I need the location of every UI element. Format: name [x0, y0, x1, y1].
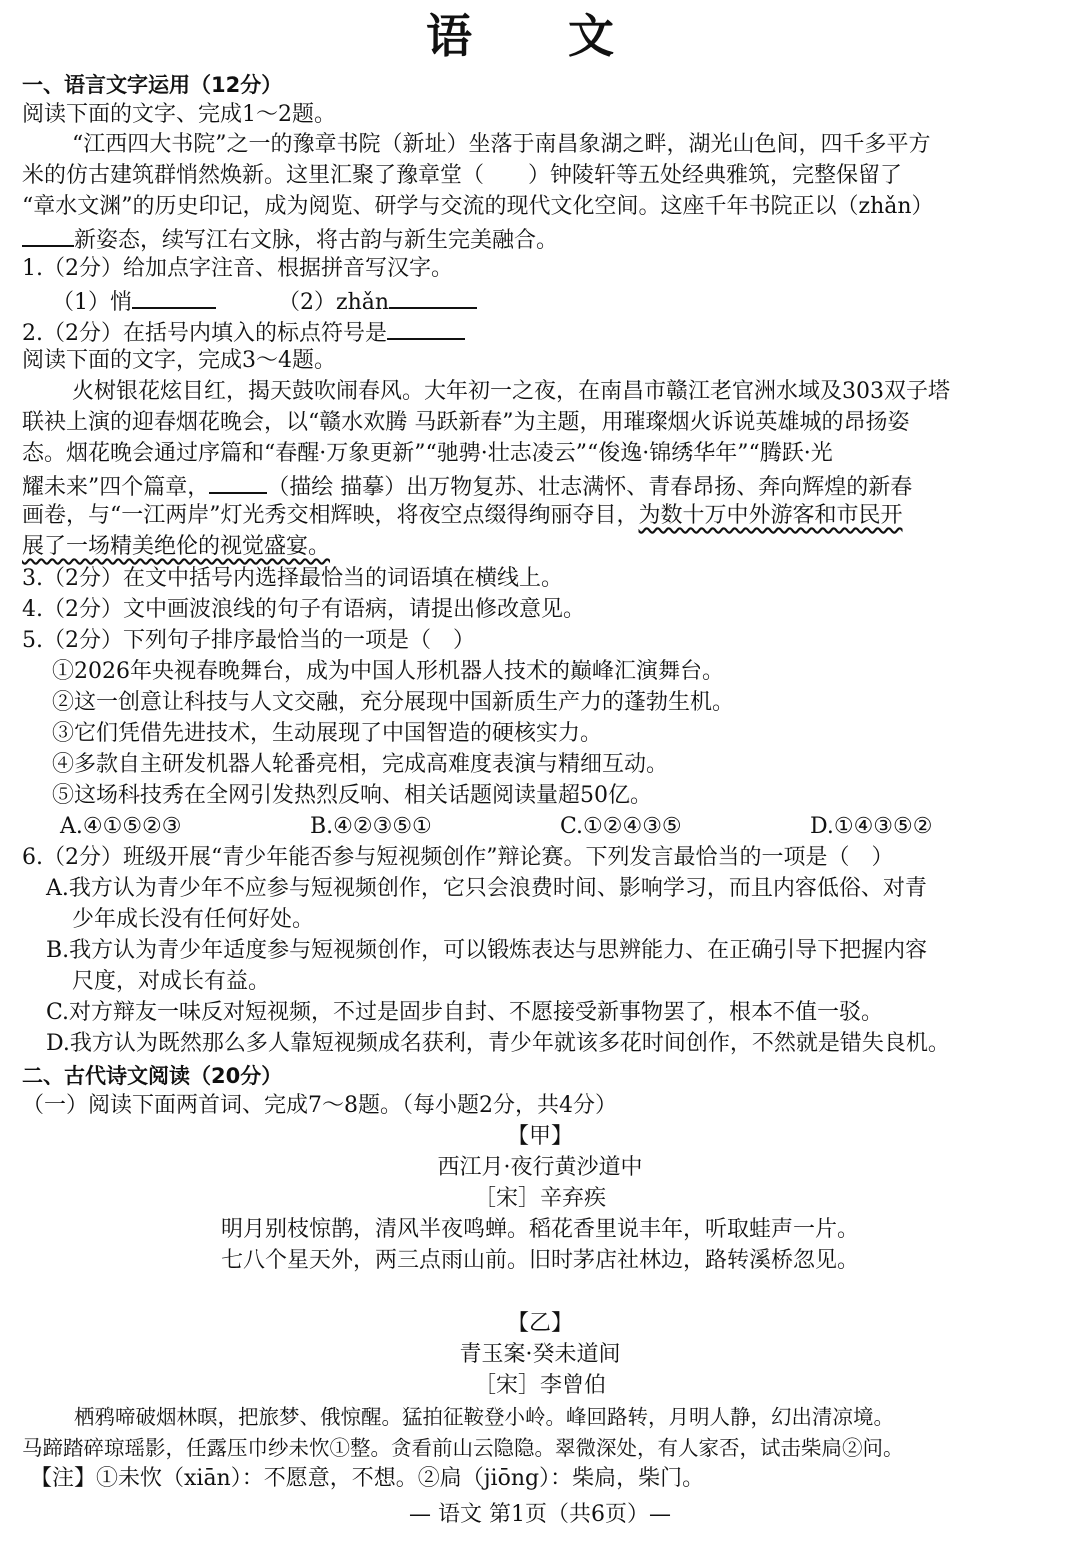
poem-b-author: ［宋］李曾伯 [473, 1373, 606, 1398]
poem-a-title: 西江月·夜行黄沙道中 [437, 1155, 643, 1180]
answer-blank[interactable] [132, 285, 216, 309]
passage2-line-with-blank: 耀未来”四个篇章， （描绘 描摹）出万物复苏、壮志满怀、青春昂扬、奔向辉煌的新春 [22, 470, 1062, 503]
passage2-line: 联袂上演的迎春烟花晚会，以“赣水欢腾 马跃新春”为主题，用璀璨烟火诉说英雄城的昂扬姿 [22, 410, 910, 435]
question-4: 4.（2分）文中画波浪线的句子有语病，请提出修改意见。 [22, 597, 585, 622]
q5-option-b[interactable]: B.④②③⑤① [310, 814, 432, 839]
question-2: 2.（2分）在括号内填入的标点符号是 [22, 316, 1062, 349]
answer-blank[interactable] [387, 316, 465, 340]
section1-heading: 一、语言文字运用（12分） [22, 73, 283, 97]
poem-a-author: ［宋］辛弃疾 [473, 1186, 606, 1211]
reading-intro-1: 阅读下面的文字、完成1～2题。 [22, 102, 336, 127]
poem-b-label: 【乙】 [506, 1311, 573, 1336]
poem-a-line: 明月别枝惊鹊，清风半夜鸣蝉。稻花香里说丰年，听取蛙声一片。 [220, 1217, 859, 1242]
page-footer: — 语文 第1页（共6页）— [409, 1502, 671, 1527]
answer-blank[interactable] [389, 285, 477, 309]
answer-blank[interactable] [209, 470, 267, 494]
answer-blank[interactable] [22, 223, 74, 247]
question-6: 6.（2分）班级开展“青少年能否参与短视频创作”辩论赛。下列发言最恰当的一项是（ ） [22, 845, 894, 870]
q6-option-a[interactable]: A.我方认为青少年不应参与短视频创作，它只会浪费时间、影响学习，而且内容低俗、对青 [46, 876, 927, 901]
section2-heading: 二、古代诗文阅读（20分） [22, 1064, 283, 1088]
q5-option-a[interactable]: A.④①⑤②③ [60, 814, 182, 839]
passage1-line: “江西四大书院”之一的豫章书院（新址）坐落于南昌象湖之畔，湖光山色间，四千多平方 [72, 132, 931, 157]
passage1-line-with-blank: 新姿态，续写江右文脉，将古韵与新生完美融合。 [22, 223, 1062, 256]
question-1-subparts: （1）悄 （2）zhǎn [52, 285, 1080, 318]
passage2-line-wavy: 画卷，与“一江两岸”灯光秀交相辉映，将夜空点缀得绚丽夺目，为数十万中外游客和市民开 [22, 503, 903, 528]
q5-sentence: ②这一创意让科技与人文交融，充分展现中国新质生产力的蓬勃生机。 [52, 690, 735, 715]
q5-sentence: ③它们凭借先进技术，生动展现了中国智造的硬核实力。 [52, 721, 603, 746]
poem-a-label: 【甲】 [506, 1124, 573, 1149]
wavy-underlined-sentence: 为数十万中外游客和市民开 [638, 503, 903, 528]
passage1-line: “章水文渊”的历史印记，成为阅览、研学与交流的现代文化空间。这座千年书院正以（zhǎn） [22, 194, 934, 219]
q6-option-d[interactable]: D.我方认为既然那么多人靠短视频成名获利，青少年就该多花时间创作，不然就是错失良机。 [46, 1031, 950, 1056]
poem-b-line: 栖鸦啼破烟林暝，把旅梦、俄惊醒。猛拍征鞍登小岭。峰回路转，月明人静，幻出清凉境。 [74, 1405, 894, 1429]
poem-note: 【注】①未忺（xiān）：不愿意，不想。②扃（jiōng）：柴扃，柴门。 [30, 1466, 705, 1491]
q5-sentence: ⑤这场科技秀在全网引发热烈反响、相关话题阅读量超50亿。 [52, 783, 652, 808]
poem-a-line: 七八个星天外，两三点雨山前。旧时茅店社林边，路转溪桥忽见。 [220, 1248, 859, 1273]
q6-option-c[interactable]: C.对方辩友一味反对短视频，不过是固步自封、不愿接受新事物罢了，根本不值一驳。 [46, 1000, 884, 1025]
poem-b-line: 马蹄踏碎琼瑶影，任露压巾纱未忺①整。贪看前山云隐隐。翠微深处，有人家否，试击柴扃②问。 [22, 1436, 904, 1460]
q6-option-b-cont: 尺度，对成长有益。 [72, 969, 271, 994]
poem-b-title: 青玉案·癸未道间 [459, 1342, 621, 1367]
q6-option-a-cont: 少年成长没有任何好处。 [72, 907, 315, 932]
passage2-line: 火树银花炫目红，揭天鼓吹闹春风。大年初一之夜，在南昌市赣江老官洲水域及303双子塔 [72, 379, 950, 404]
page-title: 语 文 [425, 9, 654, 63]
passage1-line: 米的仿古建筑群悄然焕新。这里汇聚了豫章堂（ ）钟陵轩等五处经典雅筑，完整保留了 [22, 163, 903, 188]
section2-sub-intro: （一）阅读下面两首词、完成7～8题。（每小题2分，共4分） [22, 1093, 617, 1118]
question-3: 3.（2分）在文中括号内选择最恰当的词语填在横线上。 [22, 566, 563, 591]
wavy-underlined-sentence-end: 展了一场精美绝伦的视觉盛宴。 [22, 534, 331, 559]
reading-intro-2: 阅读下面的文字，完成3～4题。 [22, 348, 336, 373]
q5-sentence: ①2026年央视春晚舞台，成为中国人形机器人技术的巅峰汇演舞台。 [52, 659, 724, 684]
question-5: 5.（2分）下列句子排序最恰当的一项是（ ） [22, 628, 475, 653]
passage2-line: 态。烟花晚会通过序篇和“春醒·万象更新”“驰骋·壮志凌云”“俊逸·锦绣华年”“腾跃·光 [22, 441, 833, 466]
q6-option-b[interactable]: B.我方认为青少年适度参与短视频创作，可以锻炼表达与思辨能力、在正确引导下把握内容 [46, 938, 928, 963]
passage2-line-wavy [22, 532, 1062, 562]
q5-option-d[interactable]: D.①④③⑤② [810, 814, 933, 839]
q5-sentence: ④多款自主研发机器人轮番亮相，完成高难度表演与精细互动。 [52, 752, 669, 777]
question-1: 1.（2分）给加点字注音、根据拼音写汉字。 [22, 256, 453, 281]
q5-option-c[interactable]: C.①②④③⑤ [560, 814, 682, 839]
